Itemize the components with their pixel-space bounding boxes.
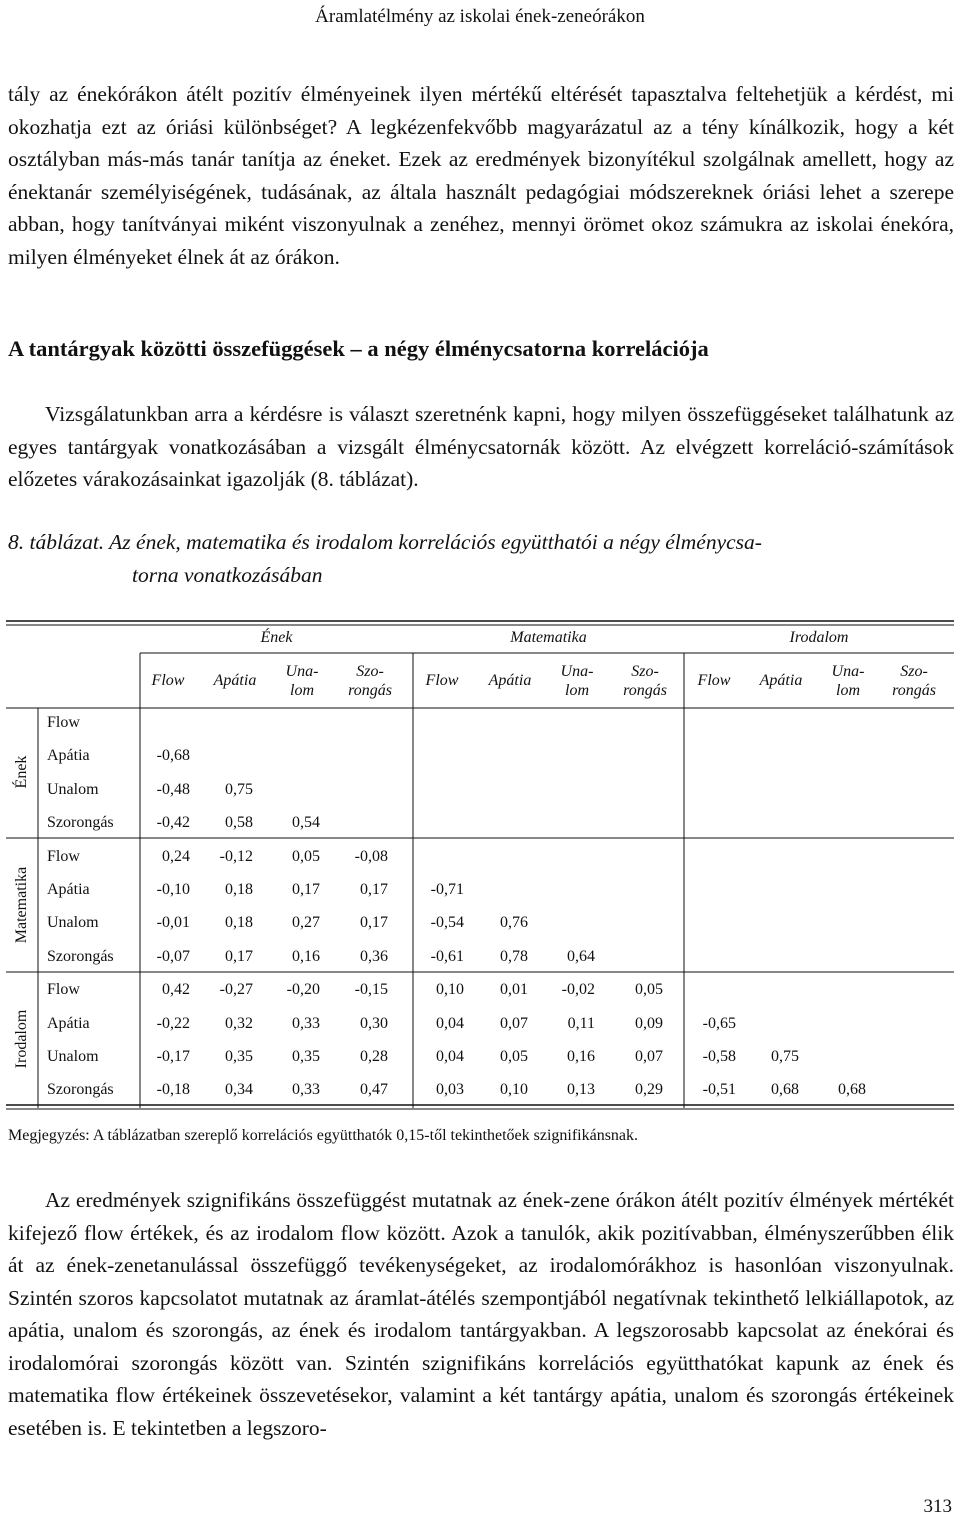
table-cell: 0,17: [225, 947, 253, 965]
table-cell: 0,33: [292, 1081, 320, 1099]
table-cell: -0,54: [430, 914, 464, 932]
block-label-enek: Ének: [13, 755, 30, 789]
table-cell: -0,51: [702, 1081, 736, 1099]
table-cell: 0,05: [292, 847, 320, 865]
table-cell: 0,75: [771, 1048, 799, 1065]
row-label: Szorongás: [47, 947, 114, 965]
table-caption: [8, 526, 954, 592]
row-label: Apátia: [47, 1014, 90, 1032]
section-title: A tantárgyak közötti összefüggések – a négy élménycsatorna korrelációja: [8, 336, 709, 361]
row-label: Unalom: [47, 780, 99, 798]
caption-line-1: 8. táblázat. Az ének, matematika és irodalom korrelációs együtthatói a négy élménycsa-: [8, 530, 762, 554]
table-cell: 0,42: [162, 981, 190, 999]
table-cell: 0,27: [292, 914, 320, 932]
group-header-enek: Ének: [260, 629, 293, 646]
table-cell: -0,02: [561, 981, 595, 999]
column-header: Una- lom: [560, 663, 594, 699]
group-header-irodalom: Irodalom: [789, 629, 849, 646]
table-rules: [0, 618, 960, 1118]
table-cell: 0,18: [225, 881, 253, 898]
table-cell: 0,17: [292, 881, 320, 898]
row-label: Flow: [47, 847, 80, 865]
table-cell: -0,42: [156, 814, 190, 832]
table-cell: 0,33: [292, 1014, 320, 1032]
table-cell: 0,75: [225, 780, 253, 798]
table-cell: -0,17: [156, 1048, 190, 1065]
column-header: Apátia: [759, 672, 803, 689]
table-cell: 0,07: [500, 1014, 528, 1032]
table-cell: -0,27: [219, 981, 253, 999]
table-cell: 0,34: [225, 1081, 253, 1099]
table-cell: -0,65: [702, 1014, 736, 1032]
table-cell: 0,13: [567, 1081, 595, 1099]
row-label: Apátia: [47, 881, 90, 898]
table-cell: 0,05: [500, 1048, 528, 1065]
column-header: Flow: [697, 672, 731, 689]
table-cell: 0,09: [635, 1014, 663, 1032]
table-cell: 0,16: [292, 947, 320, 965]
table-cell: 0,16: [567, 1048, 595, 1065]
table-cell: 0,17: [360, 881, 388, 898]
table-cell: -0,10: [156, 881, 190, 898]
table-cell: 0,07: [635, 1048, 663, 1065]
column-header: Una- lom: [831, 663, 865, 699]
column-header: Flow: [425, 672, 459, 689]
table-cell: -0,18: [156, 1081, 190, 1099]
table-cell: 0,78: [500, 947, 528, 965]
table-cell: 0,29: [635, 1081, 663, 1099]
row-label: Szorongás: [47, 1081, 114, 1099]
column-header: Szo- rongás: [348, 663, 392, 699]
caption-line-2: torna vonatkozásában: [132, 563, 323, 587]
table-cell: -0,61: [430, 947, 464, 965]
table-cell: 0,04: [436, 1048, 464, 1065]
table-cell: 0,28: [360, 1048, 388, 1065]
table-cell: 0,04: [436, 1014, 464, 1032]
running-header: Áramlatélmény az iskolai ének-zeneórákon: [315, 6, 645, 27]
table-cell: 0,30: [360, 1014, 388, 1032]
table-cell: 0,05: [635, 981, 663, 999]
table-cell: 0,03: [436, 1081, 464, 1099]
table-cell: -0,58: [702, 1048, 736, 1065]
table-cell: 0,58: [225, 814, 253, 832]
column-header: Una- lom: [285, 663, 319, 699]
table-cell: 0,68: [771, 1081, 799, 1099]
table-note: Megjegyzés: A táblázatban szereplő korrelációs együtthatók 0,15-től tekinthetőek szignifikánsnak.: [8, 1127, 639, 1144]
table-cell: -0,22: [156, 1014, 190, 1032]
table-cell: 0,17: [360, 914, 388, 932]
row-label: Szorongás: [47, 814, 114, 832]
table-cell: 0,10: [500, 1081, 528, 1099]
column-header: Apátia: [213, 672, 257, 689]
table-cell: 0,68: [838, 1081, 866, 1099]
page-number: 313: [923, 1496, 952, 1517]
table-cell: 0,10: [436, 981, 464, 999]
table-cell: 0,54: [292, 814, 320, 832]
block-label-irodalom: Irodalom: [13, 1009, 30, 1069]
correlation-table: [0, 618, 960, 1118]
table-cell: 0,11: [567, 1014, 595, 1032]
table-cell: 0,01: [500, 981, 528, 999]
table-cell: -0,15: [354, 981, 388, 999]
paragraph-study: Vizsgálatunkban arra a kérdésre is választ szeretnénk kapni, hogy milyen összefüggéseket találhatunk az egyes tantárgyak vonatkozásában a vizsgált élménycsatornák között. Az elvégzett korreláció-számítások előzetes várakozásainkat igazolják (8. táblázat).: [8, 402, 954, 491]
table-cell: 0,18: [225, 914, 253, 932]
table-cell: -0,07: [156, 947, 190, 965]
table-cell: 0,76: [500, 914, 528, 932]
table-cell: 0,35: [292, 1048, 320, 1065]
table-cell: -0,08: [354, 847, 388, 865]
paragraph-results: Az eredmények szignifikáns összefüggést mutatnak az ének-zene órákon átélt pozitív élmények mértékét kifejező flow értékek, és az irodalom flow között. Azok a tanulók, akik pozitívabban, élményszerűbben élik át az ének-zenetanulással összefüggő tevékenységeket, az irodalomórákhoz is hasonlóan viszonyulnak. Szintén szoros kapcsolatot mutatnak az áramlat-átélés szempontjából negatívnak tekinthető lelkiállapotok, az apátia, unalom és szorongás, az ének és irodalom tantárgyakban. A legszorosabb kapcsolat az énekórai és irodalomórai szorongás között van. Szintén szignifikáns korrelációs együtthatókat kapunk az ének és matematika flow értékeinek összevetésekor, valamint a két tantárgy apátia, unalom és szorongás értékeinek esetében is. E tekintetben a legszoro-: [8, 1188, 954, 1440]
table-cell: 0,32: [225, 1014, 253, 1032]
row-label: Unalom: [47, 914, 99, 932]
block-label-matematika: Matematika: [13, 866, 30, 944]
row-label: Flow: [47, 981, 80, 999]
table-cell: -0,68: [156, 747, 190, 765]
row-label: Flow: [47, 714, 80, 731]
column-header: Szo- rongás: [623, 663, 667, 699]
table-cell: 0,64: [567, 947, 595, 965]
table-cell: -0,48: [156, 780, 190, 798]
table-cell: -0,01: [156, 914, 190, 932]
table-cell: -0,12: [219, 847, 253, 865]
column-header: Flow: [151, 672, 185, 689]
table-cell: -0,20: [286, 981, 320, 999]
table-cell: 0,36: [360, 947, 388, 965]
column-header: Apátia: [488, 672, 532, 689]
paragraph-intro: tály az énekórákon átélt pozitív élményeinek ilyen mértékű eltérését tapasztalva feltehetjük a kérdést, mi okozhatja ezt az óriási különbséget? A legkézenfekvőbb magyarázatul az a tény kínálkozik, hogy a két osztályban más-más tanár tanítja az éneket. Ezek az eredmények bizonyítékul szolgálnak amellett, hogy az énektanár személyiségének, tudásának, az általa használt pedagógiai módszereknek óriási lehet a szerepe abban, hogy tanítványai miként viszonyulnak a zenéhez, mennyi örömet okoz számukra az iskolai énekóra, milyen élményeket élnek át az órákon.: [8, 82, 954, 269]
table-cell: -0,71: [430, 881, 464, 898]
row-label: Apátia: [47, 747, 90, 765]
column-header: Szo- rongás: [892, 663, 936, 699]
group-header-matematika: Matematika: [510, 629, 587, 646]
table-cell: 0,47: [360, 1081, 388, 1099]
row-label: Unalom: [47, 1048, 99, 1065]
table-cell: 0,35: [225, 1048, 253, 1065]
table-cell: 0,24: [162, 847, 190, 865]
